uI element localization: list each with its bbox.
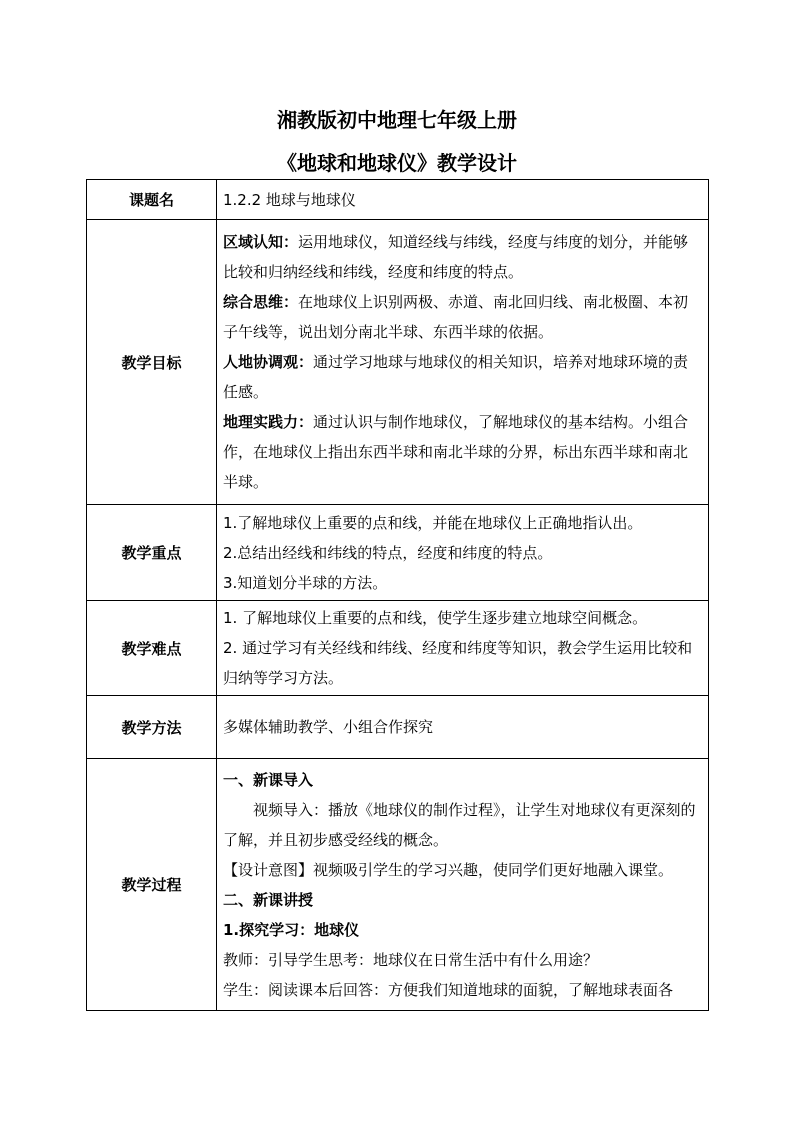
table-row-key-points [87, 505, 709, 601]
difficulty-item: 1. 了解地球仪上重要的点和线，使学生逐步建立地球空间概念。 [223, 609, 648, 627]
value-methods: 多媒体辅助教学、小组合作探究 [217, 696, 709, 759]
difficulty-item: 2. 通过学习有关经线和纬线、经度和纬度等知识，教会学生运用比较和归纳等学习方法。 [223, 639, 693, 687]
objective-item: 地理实践力：通过认识与制作地球仪，了解地球仪的基本结构。小组合作，在地球仪上指出东西半球和南北半球的分界，标出东西半球和南北半球。 [223, 413, 689, 491]
value-process [217, 759, 709, 1011]
lesson-plan-table [86, 179, 709, 1011]
value-key-points [217, 505, 709, 601]
label-topic: 课题名 [87, 180, 217, 220]
label-objectives: 教学目标 [87, 220, 217, 505]
key-point-item: 3.知道划分半球的方法。 [223, 573, 388, 592]
table-row-difficulties [87, 601, 709, 696]
section-heading: 二、新课讲授 [223, 890, 314, 909]
design-intent-tag: 【设计意图】 [223, 860, 314, 879]
document-title: 湘教版初中地理七年级上册 [277, 108, 517, 132]
value-difficulties [217, 601, 709, 696]
objective-text: 运用地球仪，知道经线与纬线，经度与纬度的划分，并能够比较和归纳经线和纬线，经度和纬度的特点。 [223, 233, 689, 281]
process-paragraph: 视频导入：播放《地球仪的制作过程》，让学生对地球仪有更深刻的了解，并且初步感受经线的概念。 [223, 800, 696, 849]
objective-item: 区域认知：运用地球仪，知道经线与纬线，经度与纬度的划分，并能够比较和归纳经线和纬线，经度和纬度的特点。 [223, 233, 689, 281]
objective-text: 在地球仪上识别两极、赤道、南北回归线、南北极圈、本初子午线等，说出划分南北半球、东西半球的依据。 [223, 293, 689, 341]
teacher-line: 教师：引导学生思考：地球仪在日常生活中有什么用途？ [223, 950, 599, 969]
table-row-topic [87, 180, 709, 220]
value-objectives [217, 220, 709, 505]
design-intent-text: 视频吸引学生的学习兴趣，使同学们更好地融入课堂。 [313, 860, 674, 879]
key-point-item: 1.了解地球仪上重要的点和线，并能在地球仪上正确地指认出。 [223, 513, 643, 532]
objective-key: 地理实践力 [223, 413, 299, 431]
objective-item: 综合思维：在地球仪上识别两极、赤道、南北回归线、南北极圈、本初子午线等，说出划分南北半球、东西半球的依据。 [223, 293, 689, 341]
label-process: 教学过程 [87, 759, 217, 1011]
table-row-process [87, 759, 709, 1011]
table-row-objectives [87, 220, 709, 505]
objective-key: 区域认知 [223, 233, 284, 251]
objective-text: 通过学习地球与地球仪的相关知识，培养对地球环境的责任感。 [223, 353, 689, 401]
subsection-heading: 1.探究学习：地球仪 [223, 920, 360, 939]
objective-key: 综合思维 [223, 293, 284, 311]
design-intent [223, 855, 702, 885]
key-point-item: 2.总结出经线和纬线的特点，经度和纬度的特点。 [223, 543, 553, 562]
objective-text: 通过认识与制作地球仪，了解地球仪的基本结构。小组合作，在地球仪上指出东西半球和南北半球的分界，标出东西半球和南北半球。 [223, 413, 689, 491]
objective-key: 人地协调观 [223, 353, 299, 371]
value-topic: 1.2.2 地球与地球仪 [217, 180, 709, 220]
objective-item: 人地协调观：通过学习地球与地球仪的相关知识，培养对地球环境的责任感。 [223, 353, 689, 401]
label-methods: 教学方法 [87, 696, 217, 759]
table-row-methods [87, 696, 709, 759]
document-subtitle: 《地球和地球仪》教学设计 [277, 151, 517, 175]
label-key-points: 教学重点 [87, 505, 217, 601]
section-heading: 一、新课导入 [223, 770, 314, 789]
label-difficulties: 教学难点 [87, 601, 217, 696]
student-line: 学生：阅读课本后回答：方便我们知道地球的面貌，了解地球表面各 [223, 980, 674, 999]
